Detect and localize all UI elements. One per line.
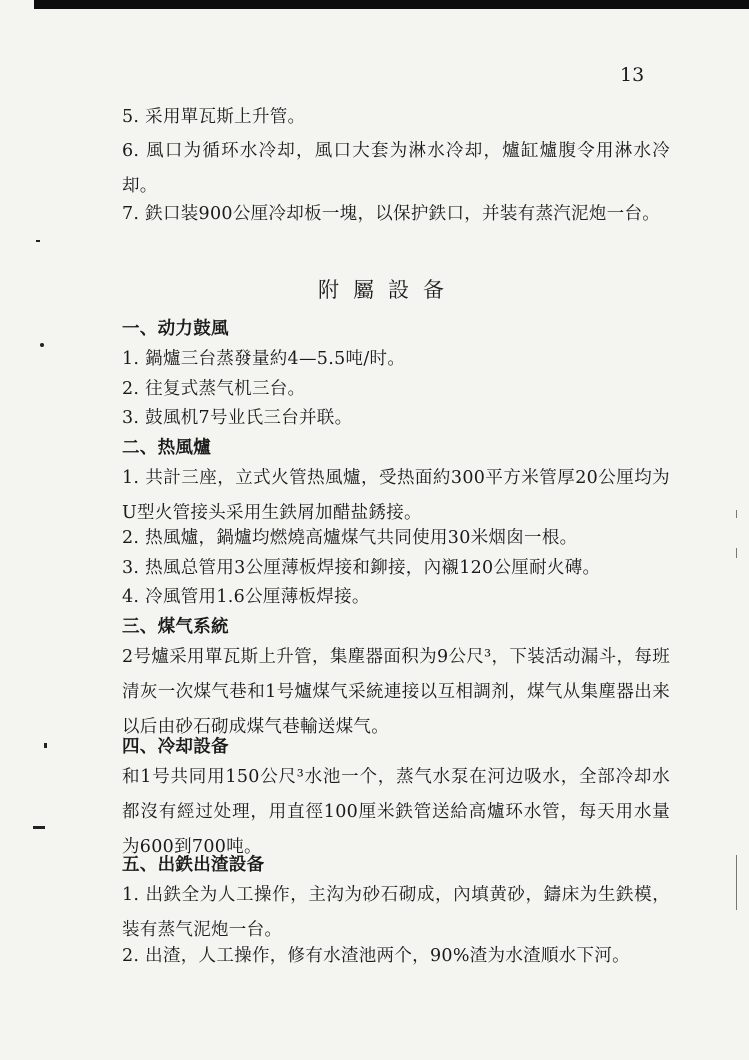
list-item: 6. 風口为循环水冷却，風口大套为淋水冷却，爐缸爐腹令用淋水冷却。 (122, 141, 670, 196)
section-heading: 四、冷却設备 (122, 737, 229, 757)
paragraph: 2号爐采用單瓦斯上升管，集塵器面积为9公尺³，下装活动漏斗，每班清灰一次煤气巷和1号爐煤气采統連接以互相調剂，煤气从集塵器出来以后由砂石砌成煤气巷輸送煤气。 (122, 647, 670, 737)
list-item: 2. 往复式蒸气机三台。 (122, 379, 306, 399)
list-item: 2. 出渣，人工操作，修有水渣池两个，90%渣为水渣順水下河。 (122, 946, 630, 966)
scan-speck (33, 826, 45, 829)
section-heading: 一、动力鼓風 (122, 319, 229, 339)
top-rule (34, 0, 749, 9)
scan-speck (40, 343, 44, 347)
section-heading: 三、煤气系統 (122, 617, 229, 637)
list-item: 2. 热風爐，鍋爐均燃燒高爐煤气共同使用30米烟囱一根。 (122, 528, 578, 548)
scan-speck (36, 240, 40, 242)
list-item: 1. 共計三座，立式火管热風爐，受热面約300平方米管厚20公厘均为U型火管接头采用生鉄屑加醋盐銹接。 (122, 468, 670, 523)
section-heading: 五、出鉄出渣設备 (122, 855, 265, 875)
section-heading: 二、热風爐 (122, 438, 211, 458)
paragraph: 和1号共同用150公尺³水池一个，蒸气水泵在河边吸水，全部冷却水都沒有經过处理，用直徑100厘米鉄管送給高爐环水管，每天用水量为600到700吨。 (122, 767, 670, 857)
scan-edge-mark (736, 855, 737, 910)
list-item: 1. 出鉄全为人工操作，主沟为砂石砌成，內填黄砂，鑄床为生鉄模，装有蒸气泥炮一台。 (122, 885, 670, 940)
page-number: 13 (620, 64, 645, 86)
list-item: 7. 鉄口装900公厘冷却板一塊，以保护鉄口，并装有蒸汽泥炮一台。 (122, 204, 661, 224)
section-title: 附屬設备 (318, 278, 458, 302)
list-item: 4. 冷風管用1.6公厘薄板焊接。 (122, 587, 370, 607)
list-item: 3. 热風总管用3公厘薄板焊接和鉚接，內襯120公厘耐火磚。 (122, 558, 601, 578)
list-item: 3. 鼓風机7号业氏三台并联。 (122, 408, 353, 428)
list-item: 5. 采用單瓦斯上升管。 (122, 107, 306, 127)
scan-edge-mark (736, 548, 737, 558)
scan-speck (44, 743, 47, 748)
scan-edge-mark (736, 510, 737, 518)
list-item: 1. 鍋爐三台蒸發量約4—5.5吨/时。 (122, 349, 406, 369)
